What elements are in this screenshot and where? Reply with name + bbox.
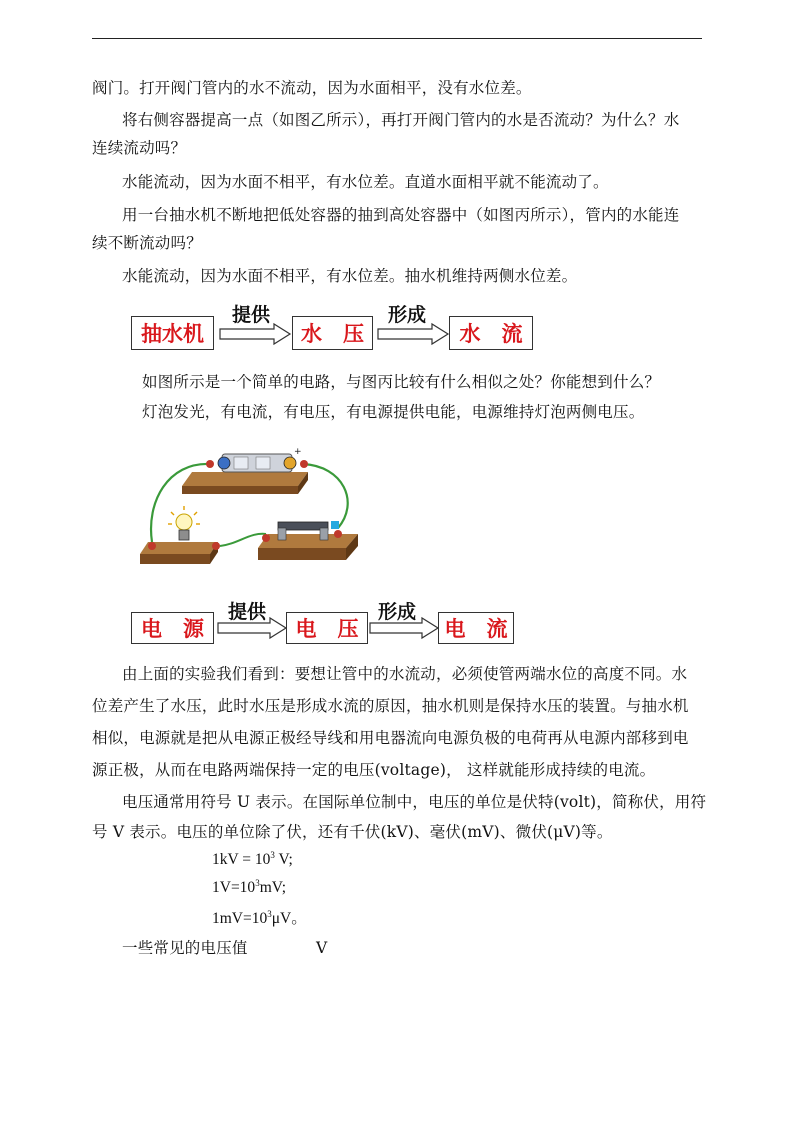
flow-arrow-label-provide: 提供 [228, 601, 267, 623]
paragraph-text: 如图所示是一个简单的电路，与图丙比较有什么相似之处？你能想到什么？ [142, 373, 661, 391]
formula-mv [212, 906, 307, 928]
paragraph-text: 连续流动吗？ [92, 139, 187, 157]
formula-text: mV; [259, 879, 287, 896]
formula-text: 1V=10 [212, 879, 256, 896]
flow-arrow-icon [218, 322, 292, 346]
paragraph-text: 位差产生了水压，此时水压是形成水流的原因，抽水机则是保持水压的装置。与抽水机 [92, 697, 689, 715]
flow-box-water-pressure: 水 压 [292, 316, 373, 350]
flow-box-water-flow: 水 流 [449, 316, 533, 350]
flow-arrow-label-form: 形成 [378, 601, 417, 623]
paragraph-text: 水能流动，因为水面不相平，有水位差。抽水机维持两侧水位差。 [122, 267, 578, 285]
formula-text: 1mV=10 [212, 910, 268, 927]
header-rule [92, 38, 702, 39]
flow-arrow-icon [368, 616, 440, 640]
paragraph-text: 水能流动，因为水面不相平，有水位差。直道水面相平就不能流动了。 [122, 173, 609, 191]
formula-text: μV。 [271, 910, 307, 927]
flow-box-pump: 抽水机 [131, 316, 214, 350]
formula-text: 1kV = 10 [212, 851, 271, 868]
flow-box-current: 电 流 [438, 612, 514, 644]
paragraph-text: 阀门。打开阀门管内的水不流动，因为水面相平，没有水位差。 [92, 79, 532, 97]
paragraph-text: 号 V 表示。电压的单位除了伏，还有千伏(kV)、毫伏(mV)、微伏(μV)等。 [92, 823, 613, 841]
flow-arrow-label-provide: 提供 [232, 304, 271, 326]
flow-arrow-icon [216, 616, 288, 640]
flow-arrow-icon [376, 322, 450, 346]
formula-exponent: 3 [267, 909, 272, 919]
paragraph-text: 用一台抽水机不断地把低处容器的抽到高处容器中（如图丙所示），管内的水能连 [122, 206, 680, 224]
paragraph-text: 相似，电源就是把从电源正极经导线和用电器流向电源负极的电荷再从电源内部移到电 [92, 729, 689, 747]
paragraph-text: 源正极，从而在电路两端保持一定的电压(voltage)， 这样就能形成持续的电流。 [92, 761, 656, 779]
paragraph-text: 灯泡发光，有电流，有电压，有电源提供电能，电源维持灯泡两侧电压。 [142, 403, 645, 421]
circuit-illustration [138, 442, 378, 577]
paragraph-text: 将右侧容器提高一点（如图乙所示），再打开阀门管内的水是否流动？为什么？水 [122, 111, 680, 129]
formula-v [212, 878, 286, 897]
flow-box-power-source: 电 源 [131, 612, 214, 644]
paragraph-text: 续不断流动吗？ [92, 234, 202, 252]
formula-exponent: 3 [255, 878, 260, 888]
unit-text: V [316, 939, 328, 957]
paragraph-text: 由上面的实验我们看到：要想让管中的水流动，必须使管两端水位的高度不同。水 [122, 665, 688, 683]
paragraph-text: 一些常见的电压值 [122, 939, 248, 957]
formula-kv [212, 850, 293, 869]
formula-text: V; [274, 851, 293, 868]
flow-box-voltage: 电 压 [286, 612, 368, 644]
flow-arrow-label-form: 形成 [388, 304, 427, 326]
svg-text:+: + [294, 447, 302, 457]
formula-exponent: 3 [270, 850, 275, 860]
paragraph-text: 电压通常用符号 U 表示。在国际单位制中，电压的单位是伏特(volt)，简称伏，用符 [122, 793, 707, 811]
